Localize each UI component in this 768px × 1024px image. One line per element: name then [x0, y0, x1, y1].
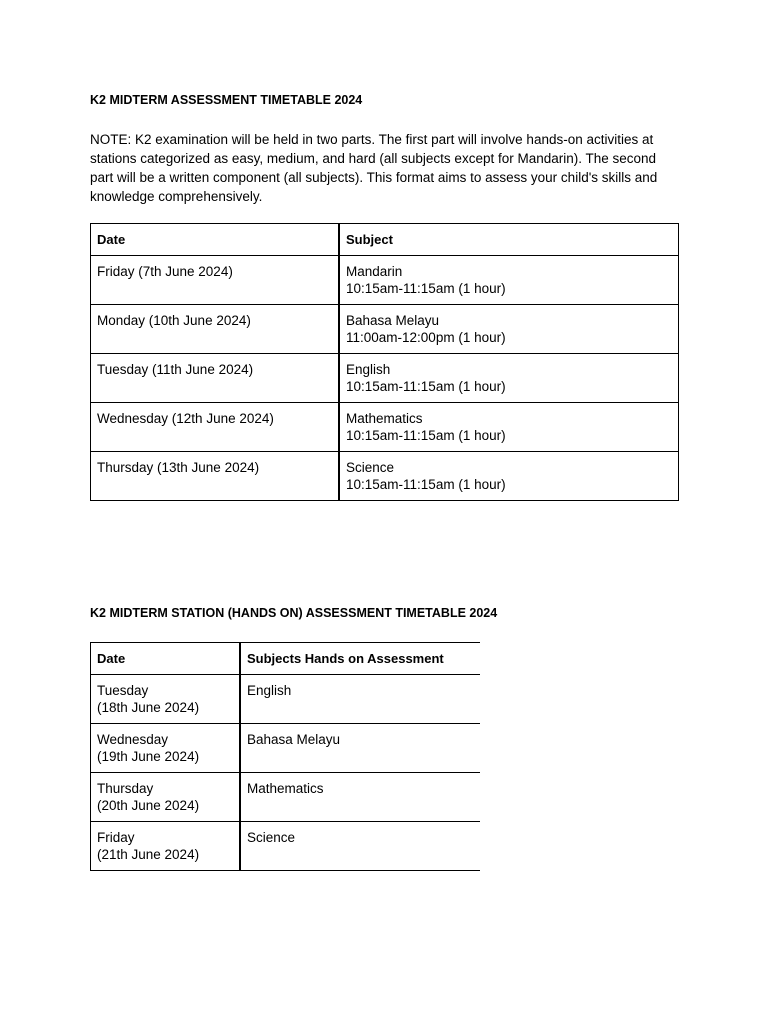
row-subject: Science [240, 822, 480, 871]
row-subject [339, 452, 679, 501]
row-day: Friday [97, 830, 135, 845]
row-date: Friday (7th June 2024) [91, 256, 340, 305]
row-date: Wednesday (12th June 2024) [91, 403, 340, 452]
table-row [91, 305, 679, 354]
table-row [91, 452, 679, 501]
row-date-text: (19th June 2024) [97, 749, 200, 764]
row-subject [339, 256, 679, 305]
column-header-date: Date [91, 224, 340, 256]
timetable-title: K2 MIDTERM ASSESSMENT TIMETABLE 2024 [90, 93, 363, 107]
row-day: Wednesday [97, 732, 169, 747]
assessment-timetable-table [90, 223, 679, 501]
row-date: Monday (10th June 2024) [91, 305, 340, 354]
column-header-subject: Subject [339, 224, 679, 256]
row-date [91, 724, 241, 773]
row-date: Tuesday (11th June 2024) [91, 354, 340, 403]
row-subject [339, 305, 679, 354]
table-row [91, 724, 481, 773]
subject-name: Mandarin [346, 264, 403, 279]
subject-time: 10:15am-11:15am (1 hour) [346, 428, 506, 443]
station-timetable-title: K2 MIDTERM STATION (HANDS ON) ASSESSMENT TIMETABLE 2024 [90, 606, 498, 620]
row-date-text: (18th June 2024) [97, 700, 200, 715]
table-header-row [91, 643, 481, 675]
row-subject: Mathematics [240, 773, 480, 822]
table-row [91, 822, 481, 871]
table-row [91, 354, 679, 403]
row-subject [339, 403, 679, 452]
column-header-date: Date [91, 643, 241, 675]
row-date-text: (21th June 2024) [97, 847, 200, 862]
row-date [91, 675, 241, 724]
exam-note: NOTE: K2 examination will be held in two parts. The first part will involve hands-on activities at stations categorized as easy, medium, and hard (all subjects except for Mandarin). The second part will be a written component (all subjects). This format aims to assess your child's skills and knowledge comprehensively. [90, 132, 658, 204]
row-subject [339, 354, 679, 403]
subject-time: 11:00am-12:00pm (1 hour) [346, 330, 506, 345]
subject-time: 10:15am-11:15am (1 hour) [346, 281, 506, 296]
subject-name: Science [346, 460, 395, 475]
subject-name: English [346, 362, 391, 377]
subject-name: Bahasa Melayu [346, 313, 440, 328]
table-row [91, 403, 679, 452]
row-date: Thursday (13th June 2024) [91, 452, 340, 501]
row-subject: English [240, 675, 480, 724]
table-row [91, 256, 679, 305]
station-assessment-table [90, 642, 480, 871]
subject-time: 10:15am-11:15am (1 hour) [346, 379, 506, 394]
row-day: Thursday [97, 781, 154, 796]
table-header-row [91, 224, 679, 256]
row-date-text: (20th June 2024) [97, 798, 200, 813]
table-row [91, 675, 481, 724]
row-date [91, 773, 241, 822]
column-header-subjects-hands-on: Subjects Hands on Assessment [240, 643, 480, 675]
row-date [91, 822, 241, 871]
row-subject: Bahasa Melayu [240, 724, 480, 773]
table-row [91, 773, 481, 822]
subject-time: 10:15am-11:15am (1 hour) [346, 477, 506, 492]
subject-name: Mathematics [346, 411, 423, 426]
row-day: Tuesday [97, 683, 149, 698]
